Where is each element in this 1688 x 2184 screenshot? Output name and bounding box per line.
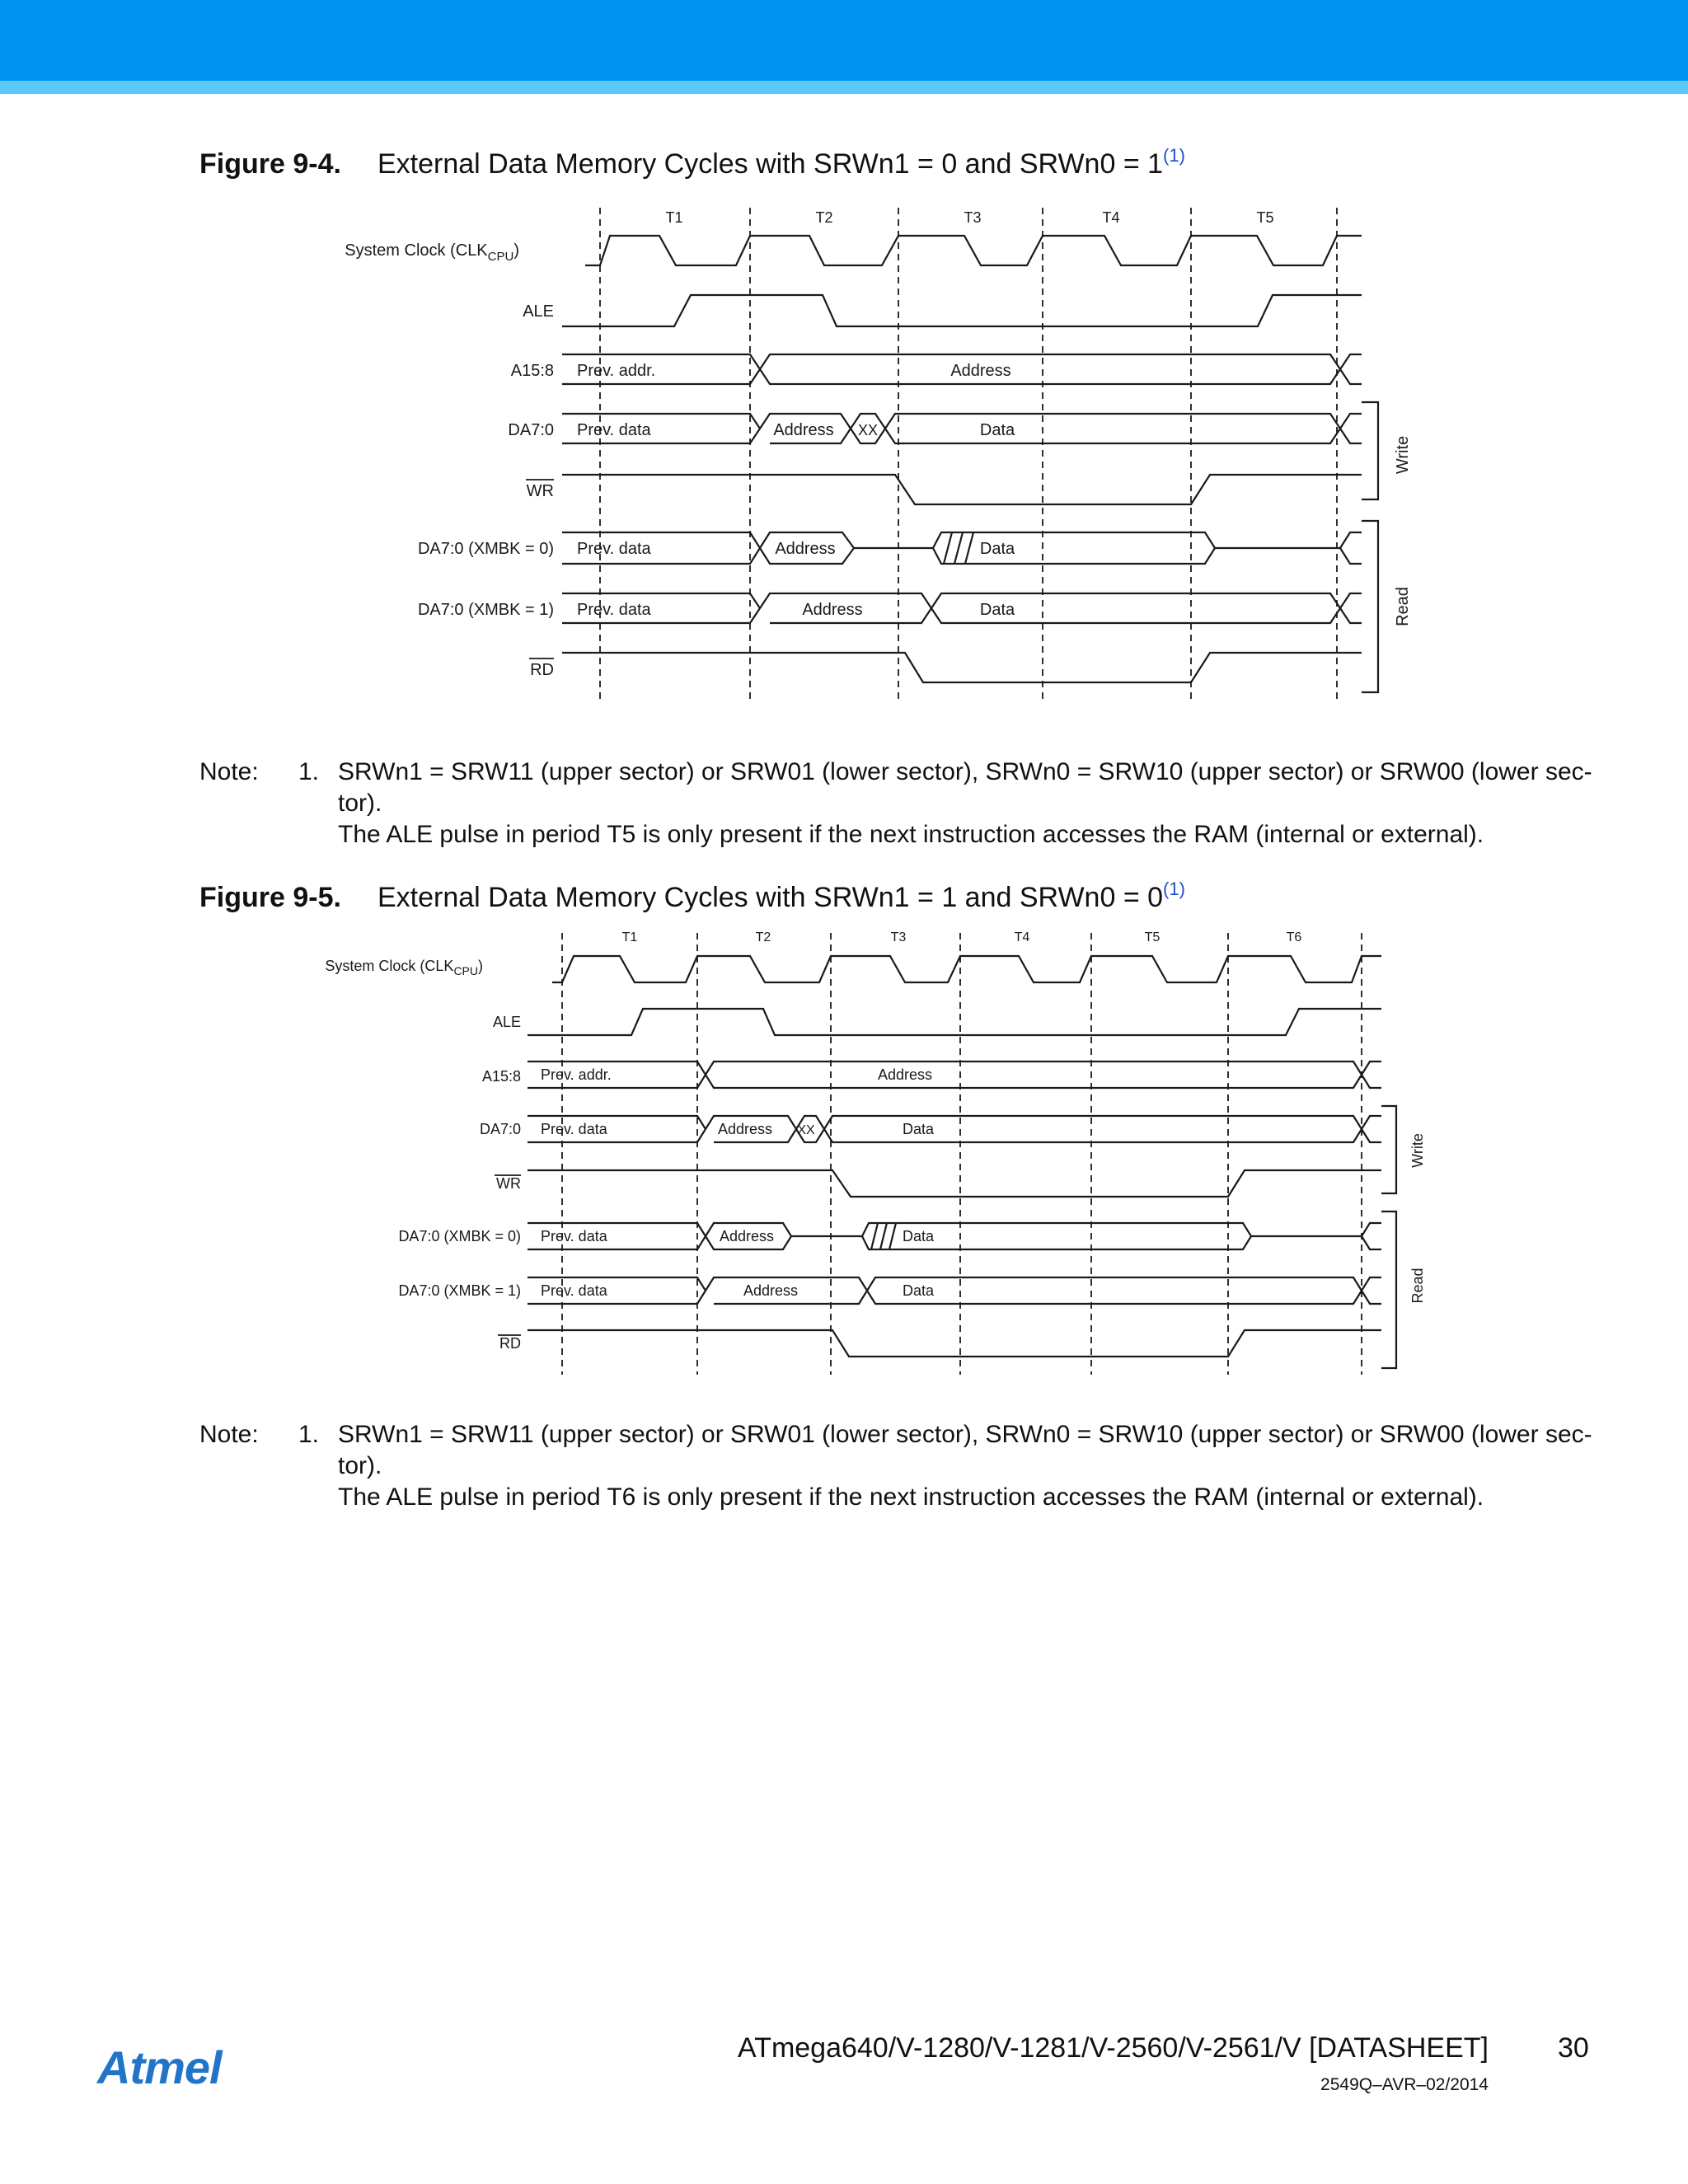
write-bracket <box>1362 402 1378 499</box>
note-index: 1. <box>298 758 320 785</box>
period-label: T5 <box>1144 930 1160 944</box>
period-markers <box>562 933 1362 1375</box>
header-stripe <box>0 81 1688 94</box>
note-text: The ALE pulse in period T6 is only present if the next instruction accesses the RAM (internal or external). <box>338 1483 1484 1511</box>
segment-label: Address <box>719 1228 775 1244</box>
segment-label: Address <box>743 1282 799 1299</box>
rd-waveform <box>528 1330 1381 1357</box>
figure-caption: External Data Memory Cycles with SRWn1 = 0 and SRWn0 = 1 <box>377 148 1164 180</box>
segment-label: Address <box>717 1121 773 1137</box>
da-bus-write <box>562 414 1362 443</box>
signal-label-da: DA7:0 <box>479 1121 521 1137</box>
da-bus-read-xmbk0 <box>528 1223 1381 1249</box>
period-label: T3 <box>964 209 982 226</box>
page-number: 30 <box>1558 2032 1589 2064</box>
period-label: T4 <box>1102 209 1120 226</box>
segment-label: Data <box>979 421 1015 439</box>
segment-label: Data <box>902 1228 935 1244</box>
signal-label-da-xmbk0: DA7:0 (XMBK = 0) <box>417 540 554 558</box>
figure-number: Figure 9-5. <box>199 882 341 913</box>
segment-label: Data <box>979 540 1015 558</box>
period-label: T1 <box>665 209 683 226</box>
group-label-write: Write <box>1409 1133 1426 1168</box>
footer-document-title: ATmega640/V-1280/V-1281/V-2560/V-2561/V [DATASHEET] <box>738 2032 1489 2064</box>
document-code: 2549Q–AVR–02/2014 <box>1320 2075 1489 2094</box>
ale-waveform <box>562 295 1362 326</box>
group-label-write: Write <box>1394 435 1412 475</box>
segment-label: Address <box>877 1066 933 1083</box>
period-label: T2 <box>815 209 833 226</box>
signal-label-ale: ALE <box>523 302 554 321</box>
wr-waveform <box>528 1170 1381 1197</box>
da-bus-read-xmbk1 <box>562 593 1362 623</box>
figure-9-4-title <box>199 145 1185 180</box>
signal-label-rd: RD <box>499 1335 521 1352</box>
timing-diagram-9-4 <box>0 198 1688 709</box>
period-label: T4 <box>1014 930 1030 944</box>
segment-label: Prev. data <box>541 1228 607 1244</box>
segment-label: Data <box>902 1282 935 1299</box>
group-label-read: Read <box>1409 1268 1426 1304</box>
signal-label-da-xmbk1: DA7:0 (XMBK = 1) <box>398 1282 521 1299</box>
figure-caption: External Data Memory Cycles with SRWn1 = 1 and SRWn0 = 0 <box>377 882 1164 913</box>
segment-label: Address <box>802 601 863 619</box>
signal-label-wr: WR <box>526 482 554 500</box>
period-markers <box>600 208 1337 701</box>
note-text: The ALE pulse in period T5 is only present if the next instruction accesses the RAM (internal or external). <box>338 821 1484 848</box>
segment-label: Prev. data <box>541 1282 607 1299</box>
period-label: T2 <box>755 930 771 944</box>
segment-label: Prev. data <box>577 601 651 619</box>
atmel-logo: Atmel <box>97 2041 222 2093</box>
write-bracket <box>1381 1106 1396 1193</box>
segment-label: Prev. addr. <box>577 362 656 380</box>
header-bar <box>0 0 1688 81</box>
segment-label: Data <box>979 601 1015 619</box>
clk-waveform <box>585 236 1362 265</box>
timing-diagram-9-5 <box>0 923 1688 1385</box>
signal-label-clk: System Clock $(CLK_{CPU})$ <box>345 241 519 264</box>
group-label-read: Read <box>1394 587 1412 626</box>
segment-label: Data <box>902 1121 935 1137</box>
note-text: SRWn1 = SRW11 (upper sector) or SRW01 (lower sector), SRWn0 = SRW10 (upper sector) or SRW00 (lower sec-tor). <box>338 1421 1592 1479</box>
read-bracket <box>1381 1212 1396 1368</box>
segment-label: Prev. data <box>577 540 651 558</box>
segment-label: Prev. data <box>541 1121 607 1137</box>
note-label: Note: <box>199 1421 259 1448</box>
footnote-ref[interactable]: (1) <box>1163 145 1185 166</box>
period-label: T5 <box>1256 209 1274 226</box>
signal-label-da-xmbk1: DA7:0 (XMBK = 1) <box>417 601 554 619</box>
note-index: 1. <box>298 1421 320 1448</box>
figure-number: Figure 9-4. <box>199 148 341 180</box>
period-label: T1 <box>621 930 638 944</box>
read-bracket <box>1362 521 1378 692</box>
segment-label: Address <box>950 362 1011 380</box>
period-label: T3 <box>890 930 907 944</box>
note-text: SRWn1 = SRW11 (upper sector) or SRW01 (lower sector), SRWn0 = SRW10 (upper sector) or SRW00 (lower sec-tor). <box>338 758 1592 817</box>
da-bus-read-xmbk0 <box>562 532 1362 564</box>
da-bus-read-xmbk1 <box>528 1277 1381 1304</box>
signal-label-ale: ALE <box>492 1014 521 1030</box>
signal-label-a15: A15:8 <box>510 362 554 380</box>
segment-label: Address <box>775 540 836 558</box>
a15-bus <box>528 1062 1381 1088</box>
signal-label-clk: System Clock $(CLK_{CPU})$ <box>325 958 483 977</box>
segment-label: Address <box>773 421 834 439</box>
signal-label-da-xmbk0: DA7:0 (XMBK = 0) <box>398 1228 521 1244</box>
signal-label-a15: A15:8 <box>481 1068 521 1085</box>
period-label: T6 <box>1286 930 1302 944</box>
signal-label-rd: RD <box>530 661 554 679</box>
segment-label: XX <box>857 422 879 438</box>
figure-9-5-note <box>199 1419 1601 1513</box>
signal-label-da: DA7:0 <box>508 421 554 439</box>
figure-9-5-title <box>199 879 1185 914</box>
segment-label: XX <box>797 1123 815 1137</box>
clk-waveform <box>552 956 1381 982</box>
figure-9-4-note <box>199 757 1601 851</box>
wr-waveform <box>562 475 1362 504</box>
footnote-ref[interactable]: (1) <box>1163 879 1185 899</box>
rd-waveform <box>562 653 1362 682</box>
ale-waveform <box>528 1009 1381 1035</box>
note-label: Note: <box>199 758 259 785</box>
da-bus-write <box>528 1116 1381 1142</box>
signal-label-wr: WR <box>496 1175 521 1192</box>
segment-label: Prev. addr. <box>541 1066 612 1083</box>
segment-label: Prev. data <box>577 421 651 439</box>
